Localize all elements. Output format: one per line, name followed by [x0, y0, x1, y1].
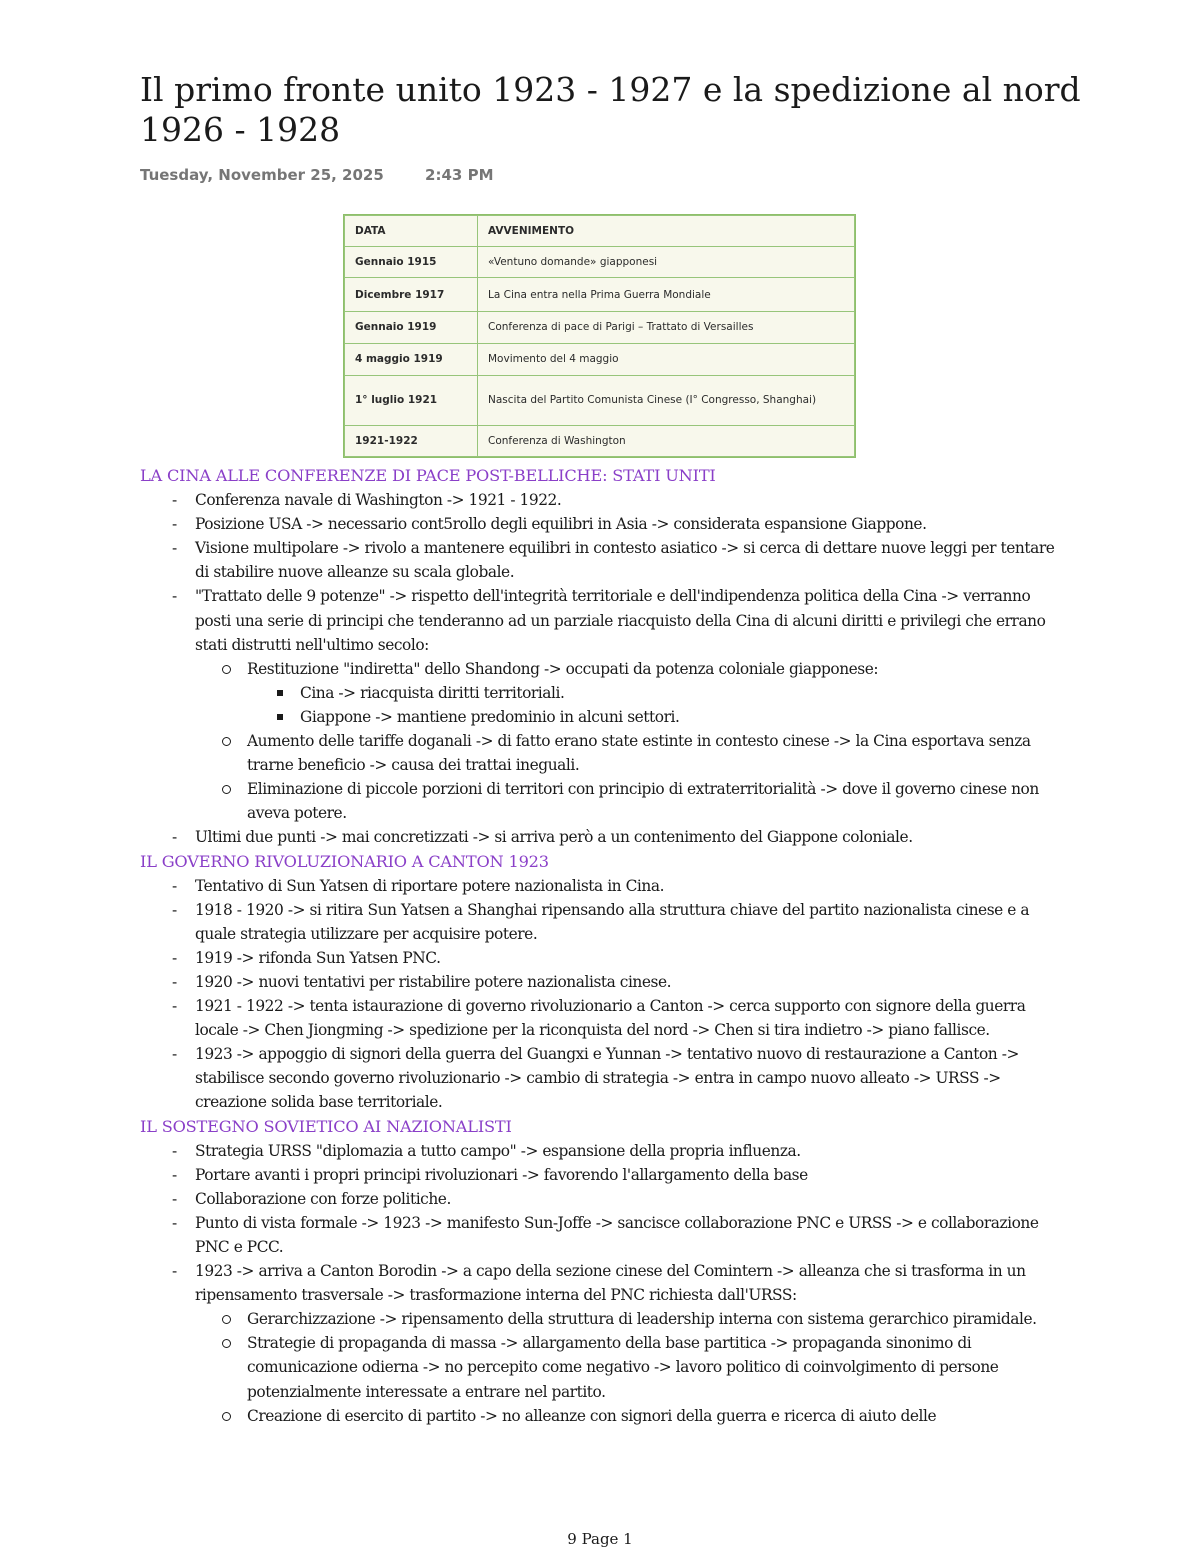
page-title: Il primo fronte unito 1923 - 1927 e la spedizione al nord 1926 - 1928 — [140, 70, 1081, 149]
page-date: Tuesday, November 25, 2025 — [140, 166, 384, 184]
table-row — [345, 278, 855, 312]
page-time: 2:43 PM — [425, 166, 494, 184]
note-content — [140, 464, 1070, 1428]
list-item: - 1919 -> rifonda Sun Yatsen PNC. — [140, 946, 1070, 970]
list-item: - 1920 -> nuovi tentativi per ristabilire potere nazionalista cinese. — [140, 970, 1070, 994]
table-cell-date: 4 maggio 1919 — [345, 343, 478, 375]
list-item: - Collaborazione con forze politiche. — [140, 1187, 1070, 1211]
sub-sub-list-item: Cina -> riacquista diritti territoriali. — [140, 681, 1070, 705]
section-heading: IL GOVERNO RIVOLUZIONARIO A CANTON 1923 — [140, 851, 549, 871]
table-cell-event: Nascita del Partito Comunista Cinese (I° Congresso, Shanghai) — [478, 375, 855, 425]
list-item: - Posizione USA -> necessario cont5rollo degli equilibri in Asia -> considerata espansione Giappone. — [140, 512, 1070, 536]
list-item-text: 1923 -> arriva a Canton Borodin -> a capo della sezione cinese del Comintern -> alleanza che si trasforma in un ripensamento trasversale -> trasformazione interna del PNC richiesta dall'URSS: — [195, 1262, 1026, 1305]
table-row — [345, 343, 855, 375]
table-cell-event: Conferenza di Washington — [478, 425, 855, 456]
table-header-cell: AVVENIMENTO — [478, 216, 855, 247]
sub-list-item-text: Restituzione "indiretta" dello Shandong -> occupati da potenza coloniale giapponese: — [247, 659, 879, 678]
bullet-list — [140, 488, 1070, 849]
events-table-image — [343, 214, 856, 458]
table-cell-date: Gennaio 1919 — [345, 312, 478, 343]
sub-list-item — [140, 657, 1070, 729]
list-item: - Ultimi due punti -> mai concretizzati -> si arriva però a un contenimento del Giappone coloniale. — [140, 825, 1070, 849]
sub-list-item: Eliminazione di piccole porzioni di territori con principio di extraterritorialità -> dove il governo cinese non aveva potere. — [140, 777, 1070, 825]
list-item: - 1921 - 1922 -> tenta istaurazione di governo rivoluzionario a Canton -> cerca supporto con signore della guerra locale -> Chen Jiongming -> spedizione per la riconquista del nord -> Chen si tira indietro -> piano fallisce. — [140, 994, 1070, 1042]
sub-sub-list — [247, 681, 1070, 729]
list-item: - 1923 -> appoggio di signori della guerra del Guangxi e Yunnan -> tentativo nuovo di restaurazione a Canton -> stabilisce secondo governo rivoluzionario -> cambio di strategia -> entra in campo nuovo alleato -> URSS -> creazione solida base territoriale. — [140, 1042, 1070, 1114]
table-cell-event: Conferenza di pace di Parigi – Trattato di Versailles — [478, 312, 855, 343]
table-row — [345, 425, 855, 456]
list-item: - Punto di vista formale -> 1923 -> manifesto Sun-Joffe -> sancisce collaborazione PNC e URSS -> e collaborazione PNC e PCC. — [140, 1211, 1070, 1259]
table-row — [345, 312, 855, 343]
page-meta — [140, 166, 494, 184]
list-item: - Conferenza navale di Washington -> 1921 - 1922. — [140, 488, 1070, 512]
bullet-list — [140, 874, 1070, 1115]
list-item — [140, 584, 1070, 825]
table-row — [345, 247, 855, 278]
section-heading: LA CINA ALLE CONFERENZE DI PACE POST-BELLICHE: STATI UNITI — [140, 466, 716, 485]
page-footer: 9 Page 1 — [567, 1530, 633, 1548]
list-item — [140, 1259, 1070, 1428]
section-heading: IL SOSTEGNO SOVIETICO AI NAZIONALISTI — [140, 1116, 512, 1136]
list-item: - Visione multipolare -> rivolo a mantenere equilibri in contesto asiatico -> si cerca di dettare nuove leggi per tentare di stabilire nuove alleanze su scala globale. — [140, 536, 1070, 584]
table-cell-date: Gennaio 1915 — [345, 247, 478, 278]
sub-list — [195, 657, 1070, 826]
sub-list-item: Creazione di esercito di partito -> no alleanze con signori della guerra e ricerca di aiuto delle — [140, 1404, 1070, 1428]
list-item: - Strategia URSS "diplomazia a tutto campo" -> espansione della propria influenza. — [140, 1139, 1070, 1163]
sub-list — [195, 1307, 1070, 1427]
table-cell-date: Dicembre 1917 — [345, 278, 478, 312]
sub-list-item: Strategie di propaganda di massa -> allargamento della base partitica -> propaganda sinonimo di comunicazione odierna -> no percepito come negativo -> lavoro politico di coinvolgimento di persone potenzialmente interessate a entrare nel partito. — [140, 1331, 1070, 1403]
table-cell-date: 1° luglio 1921 — [345, 375, 478, 425]
table-cell-event: Movimento del 4 maggio — [478, 343, 855, 375]
table-header-row — [345, 216, 855, 247]
table-cell-event: La Cina entra nella Prima Guerra Mondiale — [478, 278, 855, 312]
list-item: - Portare avanti i propri principi rivoluzionari -> favorendo l'allargamento della base — [140, 1163, 1070, 1187]
list-item: - Tentativo di Sun Yatsen di riportare potere nazionalista in Cina. — [140, 874, 1070, 898]
list-item: - 1918 - 1920 -> si ritira Sun Yatsen a Shanghai ripensando alla struttura chiave del partito nazionalista cinese e a quale strategia utilizzare per acquisire potere. — [140, 898, 1070, 946]
events-table — [344, 215, 855, 457]
list-item-text: "Trattato delle 9 potenze" -> rispetto dell'integrità territoriale e dell'indipendenza politica della Cina -> verranno posti una serie di principi che tenderanno ad un parziale riacquisto della Cina di alcuni diritti e privilegi che errano stati distrutti nell'ultimo secolo: — [195, 587, 1046, 654]
bullet-list — [140, 1139, 1070, 1428]
sub-list-item: Gerarchizzazione -> ripensamento della struttura di leadership interna con sistema gerarchico piramidale. — [140, 1307, 1070, 1331]
sub-list-item: Aumento delle tariffe doganali -> di fatto erano state estinte in contesto cinese -> la Cina esportava senza trarne beneficio -> causa dei trattai ineguali. — [140, 729, 1070, 777]
table-cell-event: «Ventuno domande» giapponesi — [478, 247, 855, 278]
table-cell-date: 1921-1922 — [345, 425, 478, 456]
table-row — [345, 375, 855, 425]
sub-sub-list-item: Giappone -> mantiene predominio in alcuni settori. — [140, 705, 1070, 729]
table-header-cell: DATA — [345, 216, 478, 247]
